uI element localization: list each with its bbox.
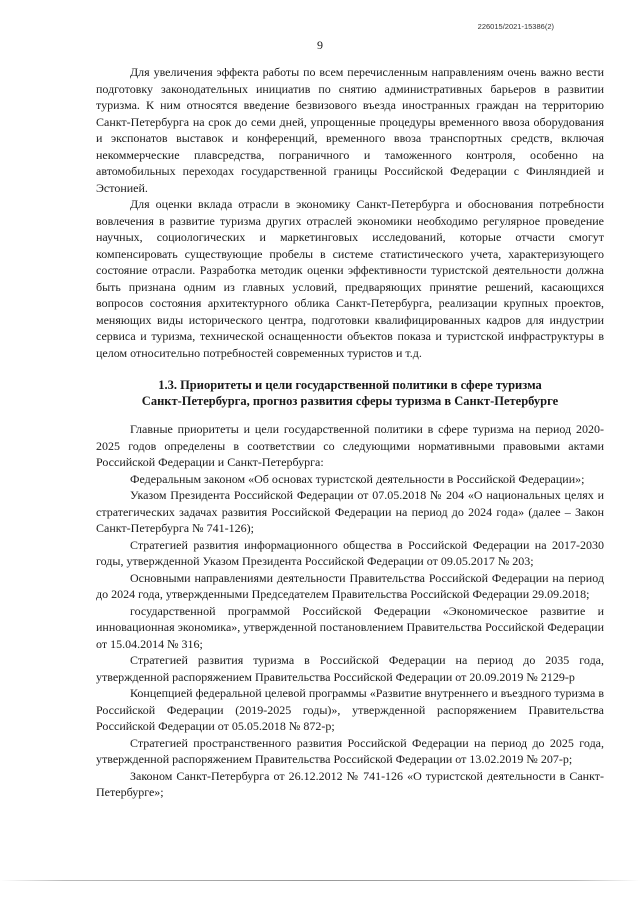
section-heading-line: Санкт-Петербурга, прогноз развития сферы туризма в Санкт-Петербурге — [141, 394, 559, 408]
list-item: Концепцией федеральной целевой программы «Развитие внутреннего и въездного туризма в Российской Федерации (2019-2025 годы)», утвержденной распоряжением Правительства Российской Федерации от 05.05.2018 № 872-р; — [96, 686, 604, 733]
list-item: Стратегией развития туризма в Российской Федерации на период до 2035 года, утвержденной распоряжением Правительства Российской Федерации от 20.09.2019 № 2129-р — [96, 653, 604, 684]
page-number: 9 — [317, 38, 323, 52]
paragraph: Для увеличения эффекта работы по всем перечисленным направлениям очень важно вести подготовку законодательных инициатив по снятию административных барьеров в развитии туризма. К ним относятся введение безвизового въезда иностранных граждан на территорию Санкт-Петербурга на срок до семи дней, упрощенные процедуры временного ввоза оборудования и экспонатов выставок и конференций, временного ввоза транспортных средств, включая некоммерческие плавсредства, пограничного и таможенного контроля, особенно на автомобильных переходах государственной границы Российской Федерации с Финляндией и Эстонией. — [96, 65, 604, 195]
paragraph: Главные приоритеты и цели государственной политики в сфере туризма на период 2020-2025 годов определены в соответствии со следующими нормативными правовыми актами Российской Федерации и Санкт-Петербурга: — [96, 422, 604, 469]
list-item: Стратегией развития информационного общества в Российской Федерации на 2017-2030 годы, утвержденной Указом Президента Российской Федерации от 09.05.2017 № 203; — [96, 537, 604, 568]
document-code: 226015/2021-15386(2) — [477, 22, 554, 31]
page-body — [96, 64, 604, 801]
section-heading-line: 1.3. Приоритеты и цели государственной политики в сфере туризма — [158, 378, 542, 392]
list-item: Указом Президента Российской Федерации от 07.05.2018 № 204 «О национальных целях и стратегических задачах развития Российской Федерации на период до 2024 года» (далее – Закон Санкт-Петербурга № 741-126); — [96, 488, 604, 535]
scan-edge-line — [0, 880, 640, 881]
list-item: Федеральным законом «Об основах туристской деятельности в Российской Федерации»; — [130, 471, 585, 486]
paragraph: Для оценки вклада отрасли в экономику Санкт-Петербурга и обоснования потребности вовлечения в развитие туризма других отраслей экономики необходимо регулярное проведение научных, социологических и маркетинговых исследований, которые отчасти смогут компенсировать существующие пробелы в системе статистического учета, характеризующего состояние отрасли. Разработка методик оценки эффективности туристской деятельности должна быть признана одним из главных условий, предваряющих принятие решений, касающихся вопросов состояния архитектурного облика Санкт-Петербурга, реализации крупных проектов, меняющих виды исторического центра, подготовки квалифицированных кадров для индустрии сервиса и туризма, технической оснащенности объектов показа и туристской инфраструктуры в целом относительно потребностей современных туристов и т.д. — [96, 197, 604, 360]
list-item: государственной программой Российской Федерации «Экономическое развитие и инновационная экономика», утвержденной постановлением Правительства Российской Федерации от 15.04.2014 № 316; — [96, 603, 604, 651]
section-heading — [96, 377, 604, 409]
list-item: Стратегией пространственного развития Российской Федерации на период до 2025 года, утвержденной распоряжением Правительства Российской Федерации от 13.02.2019 № 207-р; — [96, 735, 604, 766]
list-item: Законом Санкт-Петербурга от 26.12.2012 № 741-126 «О туристской деятельности в Санкт-Петербурге»; — [96, 768, 604, 799]
list-item: Основными направлениями деятельности Правительства Российской Федерации на период до 2024 года, утвержденными Председателем Правительства Российской Федерации 29.09.2018; — [96, 570, 604, 601]
